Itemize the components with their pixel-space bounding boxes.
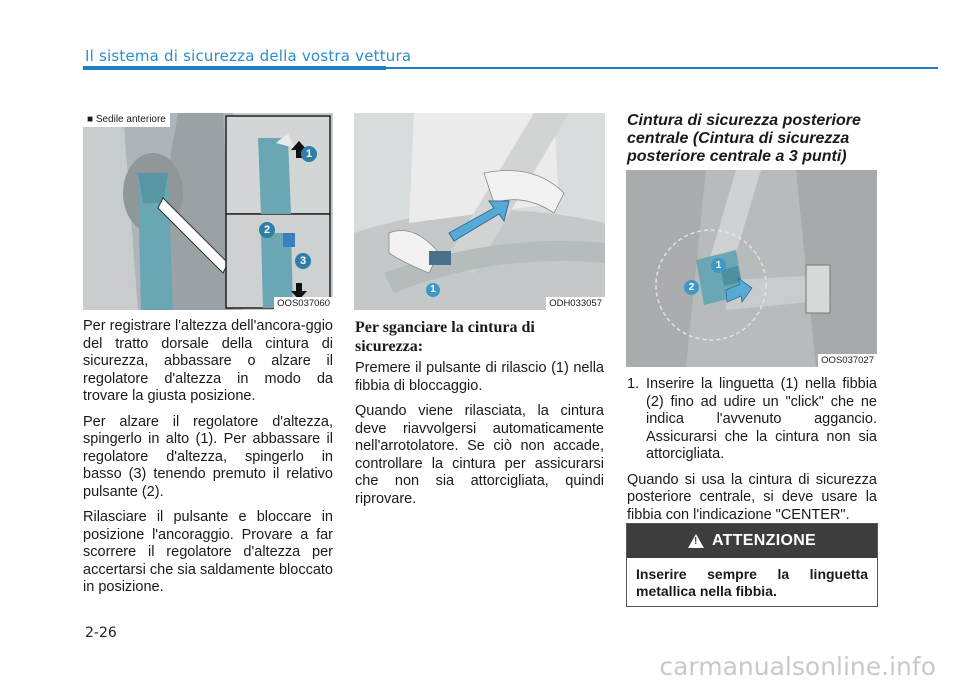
warning-title: ATTENZIONE bbox=[711, 532, 817, 549]
page-number: 2-26 bbox=[85, 625, 117, 641]
paragraph: Premere il pulsante di rilascio (1) nella fibbia di bloccaggio. bbox=[355, 360, 604, 394]
figure-rear-center-belt bbox=[626, 170, 877, 367]
callout-1: 1 bbox=[426, 283, 440, 297]
figure-code: ODH033057 bbox=[546, 297, 605, 310]
column-2 bbox=[355, 318, 604, 516]
header-bar bbox=[83, 66, 386, 70]
header-rule bbox=[386, 67, 938, 69]
warning-text: Inserire sempre la linguetta metallica nella fibbia. bbox=[636, 566, 868, 599]
callout-1: 1 bbox=[711, 258, 726, 273]
figure-tag: ■ Sedile anteriore bbox=[83, 113, 170, 127]
callout-2: 2 bbox=[684, 280, 699, 295]
warning-icon: ! bbox=[688, 534, 704, 548]
callout-1: 1 bbox=[301, 146, 317, 162]
list-text: Inserire la linguetta (1) nella fibbia (2) fino ad udire un "click" che ne indica l'avvenuto aggancio. Assicurarsi che la cintura non sia attorcigliata. bbox=[646, 376, 877, 462]
column-3 bbox=[627, 376, 877, 532]
warning-header bbox=[627, 524, 877, 558]
callout-3: 3 bbox=[295, 253, 311, 269]
warning-box bbox=[626, 523, 878, 607]
section-heading: Per sganciare la cintura di sicurezza: bbox=[355, 319, 535, 355]
figure-code: OOS037060 bbox=[274, 297, 333, 310]
list-item bbox=[627, 376, 877, 464]
figure-height-adjuster bbox=[83, 113, 333, 310]
figure-release-buckle bbox=[354, 113, 605, 310]
paragraph: Rilasciare il pulsante e bloccare in posizione l'ancoraggio. Provare a far scorrere il regolatore d'altezza per accertarsi che sia saldamente bloccato in posizione. bbox=[83, 509, 333, 595]
paragraph: Quando si usa la cintura di sicurezza posteriore centrale, si deve usare la fibbia con l'indicazione "CENTER". bbox=[627, 471, 877, 523]
section-title: Il sistema di sicurezza della vostra vettura bbox=[85, 47, 412, 65]
section-heading: Cintura di sicurezza posteriore centrale (Cintura di sicurezza posteriore centrale a 3 punti) bbox=[627, 112, 861, 165]
paragraph: Per alzare il regolatore d'altezza, spingerlo in alto (1). Per abbassare il regolatore d'altezza, spingerlo in basso (3) tenendo premuto il relativo pulsante (2). bbox=[83, 413, 333, 500]
column-1 bbox=[83, 318, 333, 605]
paragraph: Quando viene rilasciata, la cintura deve riavvolgersi automaticamente nell'arrotolatore. Se ciò non accade, controllare la cintura per assicurarsi che non sia attorcigliata, quindi riprovare. bbox=[355, 403, 604, 507]
watermark: carmanualsonline.info bbox=[659, 652, 936, 681]
callout-2: 2 bbox=[259, 222, 275, 238]
paragraph: Per registrare l'altezza dell'ancora-ggio del tratto dorsale della cintura di sicurezza, abbassare o alzare il regolatore d'altezza in modo da trovare la giusta posizione. bbox=[83, 318, 333, 404]
list-number: 1. bbox=[627, 376, 640, 392]
figure-code: OOS037027 bbox=[818, 354, 877, 367]
